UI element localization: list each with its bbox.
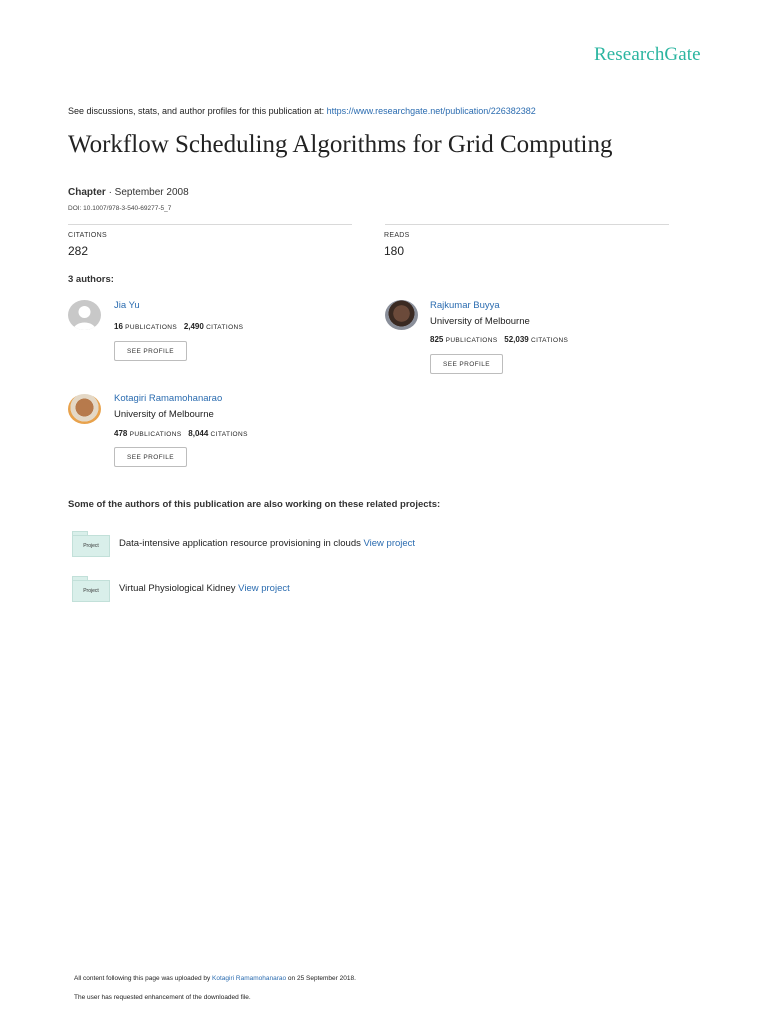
author-stats: [114, 322, 243, 331]
divider-reads: [385, 224, 669, 225]
citations-count: 8,044: [188, 429, 209, 438]
project-title: Virtual Physiological Kidney: [119, 583, 239, 594]
authors-count: 3 authors:: [68, 274, 114, 285]
publication-url-link[interactable]: https://www.researchgate.net/publication/226382382: [326, 106, 536, 116]
project-title: Data-intensive application resource provisioning in clouds: [119, 538, 364, 549]
author-stats: [114, 429, 248, 438]
researchgate-logo[interactable]: ResearchGate: [594, 44, 701, 65]
publications-count: 16: [114, 322, 123, 331]
citations-count: 2,490: [183, 322, 204, 331]
publications-count: 478: [114, 429, 128, 438]
citations-label: CITATIONS: [68, 232, 107, 239]
publications-label: PUBLICATIONS: [125, 324, 178, 331]
upload-suffix: on 25 September 2018.: [286, 975, 356, 982]
see-profile-button[interactable]: SEE PROFILE: [114, 341, 187, 361]
author-avatar[interactable]: [385, 300, 418, 330]
reads-label: READS: [384, 232, 410, 239]
upload-prefix: All content following this page was uploaded by: [74, 975, 213, 982]
author-avatar[interactable]: [68, 394, 101, 424]
upload-info: [74, 975, 356, 982]
citations-count: 52,039: [504, 335, 529, 344]
project-item: [119, 538, 415, 549]
author-institution: University of Melbourne: [430, 316, 530, 327]
author-name-rajkumar-buyya[interactable]: Rajkumar Buyya: [430, 300, 500, 311]
project-folder-icon[interactable]: [70, 576, 108, 600]
author-name-kotagiri-ramamohanarao[interactable]: Kotagiri Ramamohanarao: [114, 393, 223, 404]
publication-type-date: [68, 187, 189, 198]
publication-type: Chapter: [68, 187, 106, 198]
see-discussions-text: See discussions, stats, and author profiles for this publication at:: [68, 106, 327, 116]
publications-count: 825: [430, 335, 444, 344]
avatar-placeholder-icon[interactable]: [68, 300, 101, 330]
reads-value: 180: [384, 244, 405, 258]
author-name-jia-yu[interactable]: Jia Yu: [114, 300, 140, 311]
view-project-link[interactable]: View project: [363, 538, 416, 549]
publications-label: PUBLICATIONS: [129, 431, 182, 438]
publications-label: PUBLICATIONS: [445, 337, 498, 344]
project-folder-icon[interactable]: [70, 531, 108, 555]
view-project-link[interactable]: View project: [238, 583, 290, 594]
publication-doi: DOI: 10.1007/978-3-540-69277-5_7: [68, 205, 172, 212]
divider-citations: [68, 224, 352, 225]
citations-label: CITATIONS: [530, 337, 569, 344]
project-item: [119, 583, 290, 594]
publication-title: Workflow Scheduling Algorithms for Grid Computing: [68, 131, 613, 158]
user-silhouette-icon: [68, 300, 101, 330]
enhancement-note: The user has requested enhancement of the downloaded file.: [74, 994, 251, 1001]
citations-value: 282: [68, 244, 89, 258]
see-discussions-line: [68, 106, 536, 116]
related-projects-heading: Some of the authors of this publication are also working on these related projects:: [68, 499, 441, 510]
see-profile-button[interactable]: SEE PROFILE: [114, 447, 187, 467]
see-profile-button[interactable]: SEE PROFILE: [430, 354, 503, 374]
citations-label: CITATIONS: [206, 324, 244, 331]
uploader-link[interactable]: Kotagiri Ramamohanarao: [212, 975, 287, 982]
project-icon-label: Project: [72, 535, 110, 557]
author-institution: University of Melbourne: [114, 409, 214, 420]
project-icon-label: Project: [72, 580, 110, 602]
citations-label: CITATIONS: [210, 431, 248, 438]
publication-date: · September 2008: [105, 187, 189, 198]
author-stats: [430, 335, 568, 344]
